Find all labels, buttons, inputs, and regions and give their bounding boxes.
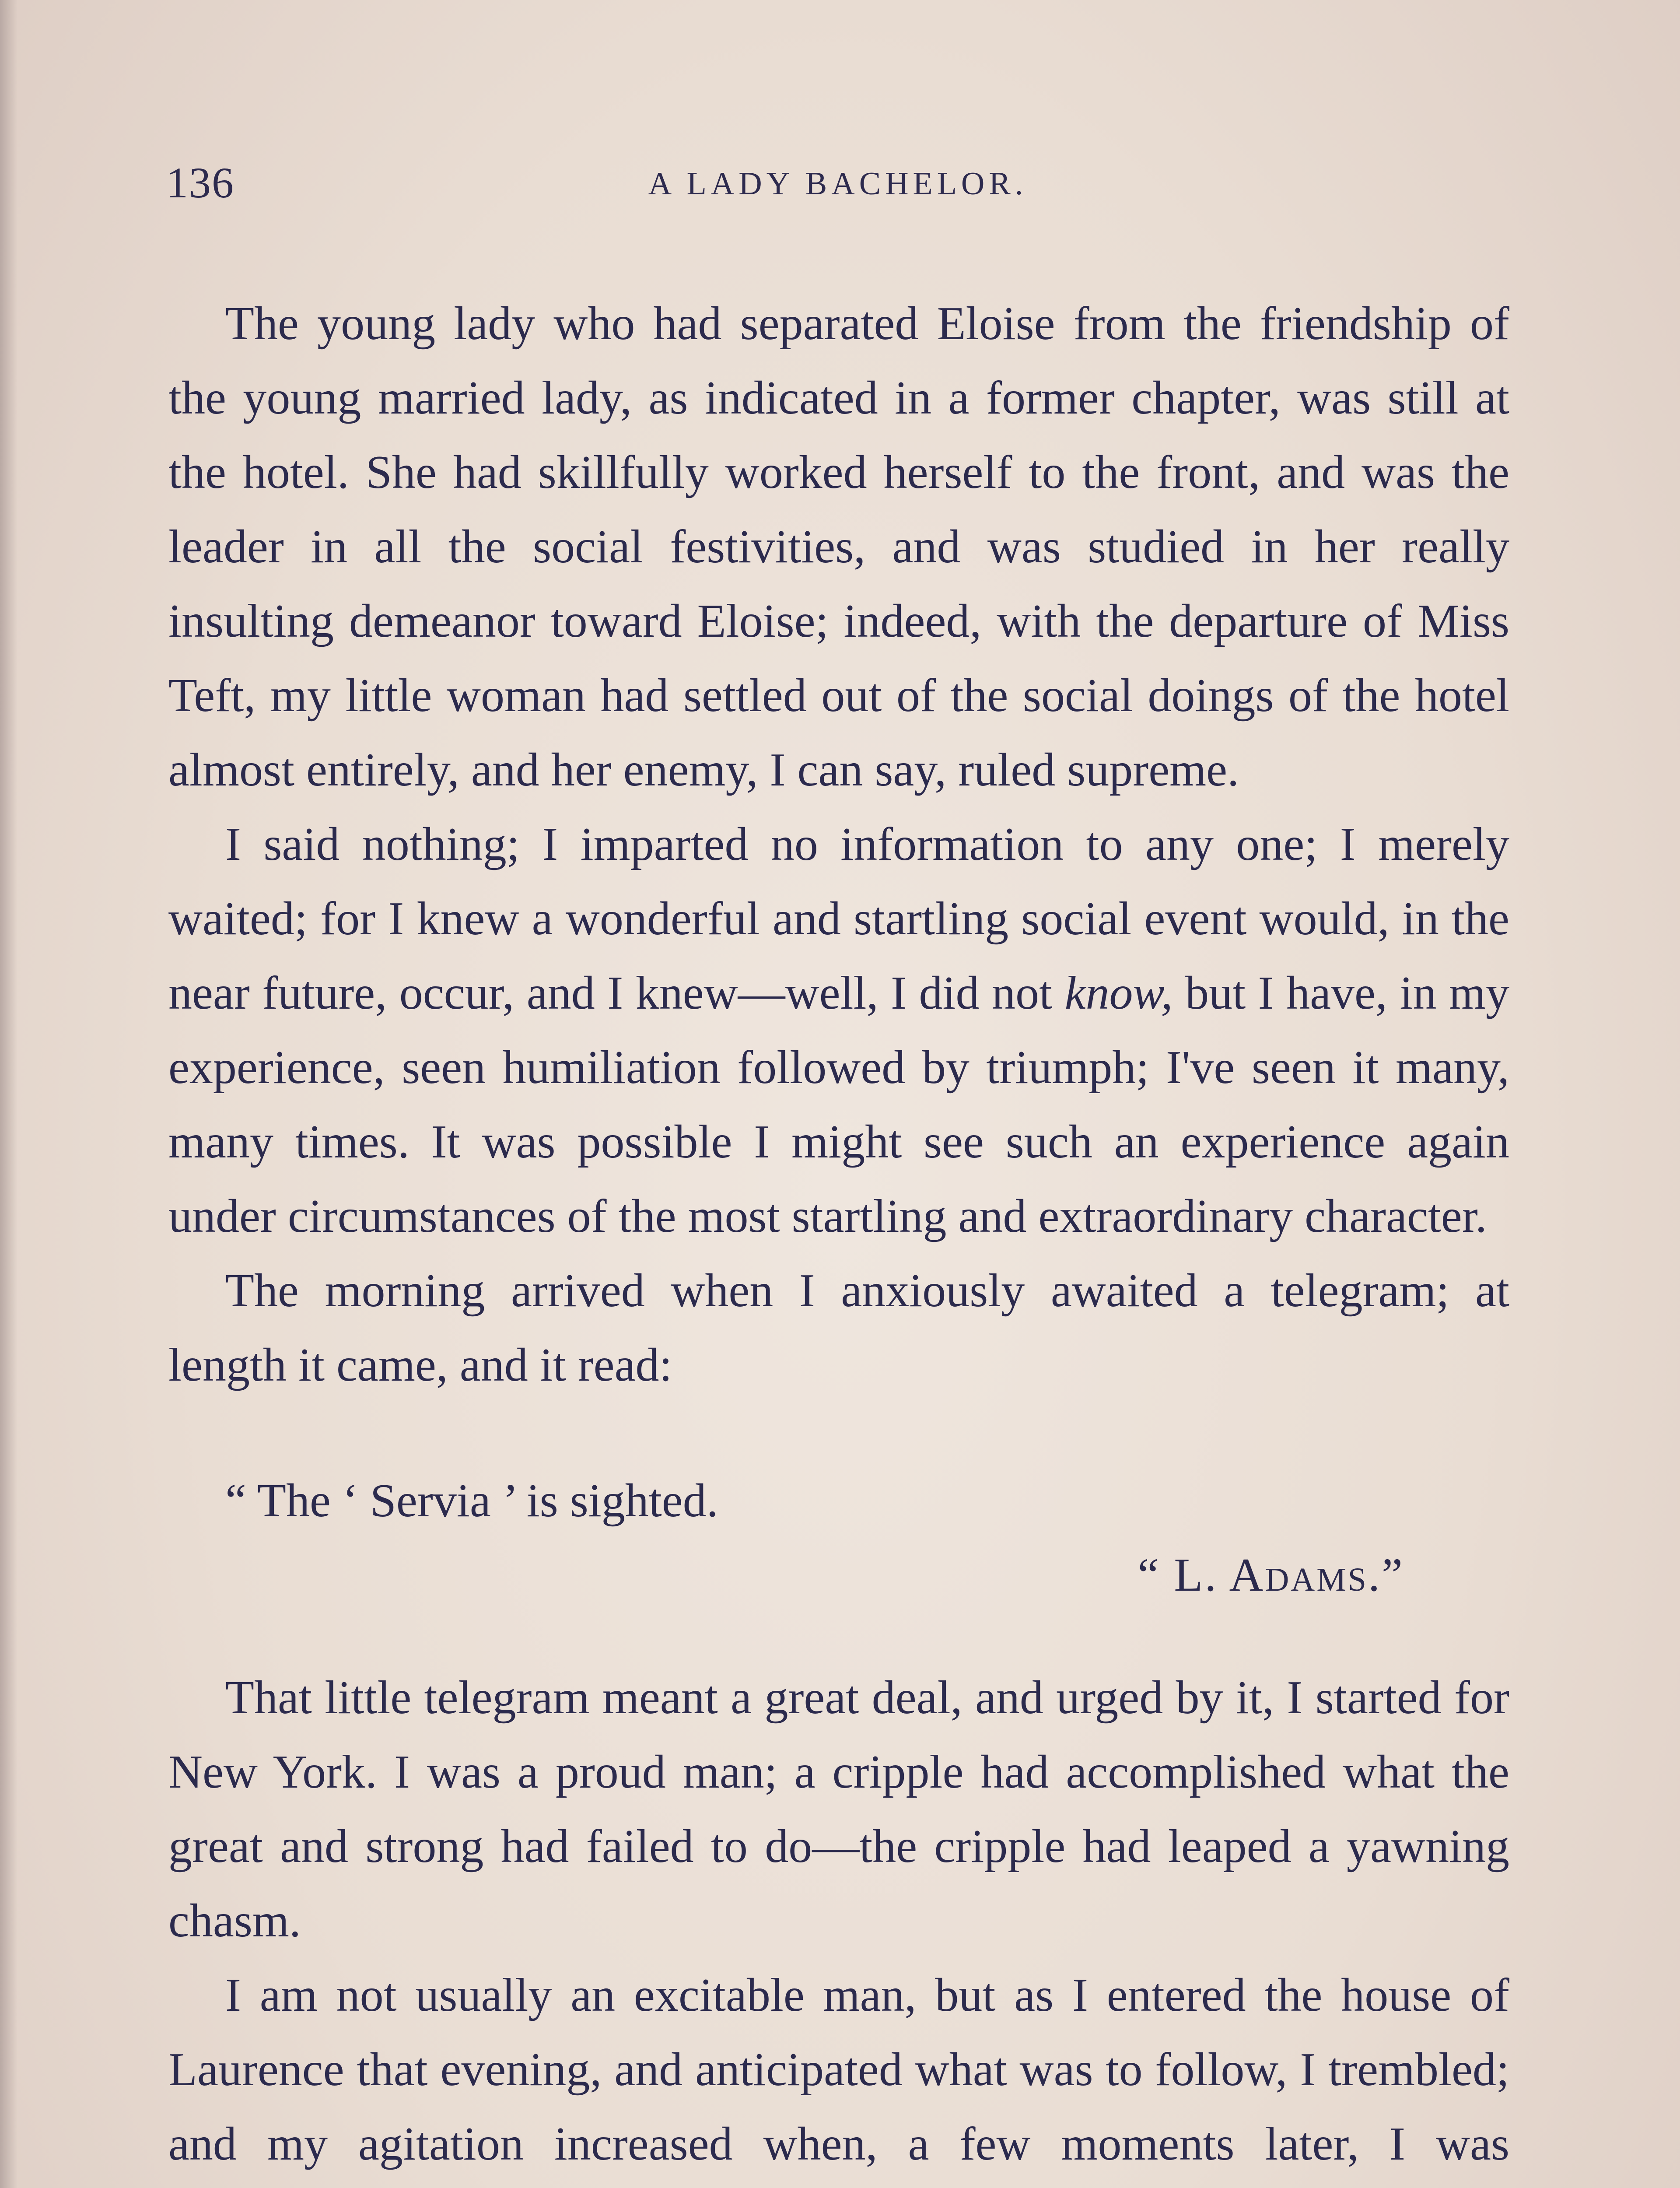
paragraph-text: I said nothing; I imparted no information to any one; I merely waited; for I knew a wonderful and startling social event would, in the near future, occur, and I knew—well, I did not — [168, 818, 1509, 1019]
running-title: A LADY BACHELOR. — [648, 166, 1028, 202]
paragraph: That little telegram meant a great deal, and urged by it, I started for New York. I was a proud man; a cripple had accomplished what the great and strong had failed to do—the cripple had leaped a yawning chasm. — [168, 1672, 1509, 1947]
paragraph: The young lady who had separated Eloise from the friendship of the young married lady, as indicated in a former chapter, was still at the hotel. She had skillfully worked herself to the front, and was the leader in all the social festivities, and was studied in her really insulting demeanor toward Eloise; indeed, with the departure of Miss Teft, my little woman had settled out of the social doings of the hotel almost entirely, and her enemy, I can say, ruled supreme. — [168, 298, 1509, 796]
telegram-signature: “ L. Adams.” — [1138, 1549, 1404, 1601]
body-text — [168, 287, 1509, 2188]
running-head — [166, 158, 1509, 210]
paragraph: The morning arrived when I anxiously awaited a telegram; at length it came, and it read: — [168, 1265, 1509, 1391]
page-shadow-left — [0, 0, 18, 2188]
paragraph — [168, 807, 1509, 1254]
page-number: 136 — [166, 158, 234, 207]
paragraph-text: but I have, in my experience, seen humiliation followed by triumph; I've seen it many, many times. It was possible I might see such an experience again under circumstances of the most startling and extraordinary character. — [168, 967, 1510, 1242]
paragraph: I am not usually an excitable man, but as I entered the house of Laurence that evening, and anticipated what was to follow, I trembled; and my agitation increased when, a few moments later, I was — [168, 1969, 1509, 2170]
emphasis-text: know, — [1064, 967, 1173, 1019]
telegram-text: “ The ‘ Servia ’ is sighted. — [225, 1475, 718, 1527]
